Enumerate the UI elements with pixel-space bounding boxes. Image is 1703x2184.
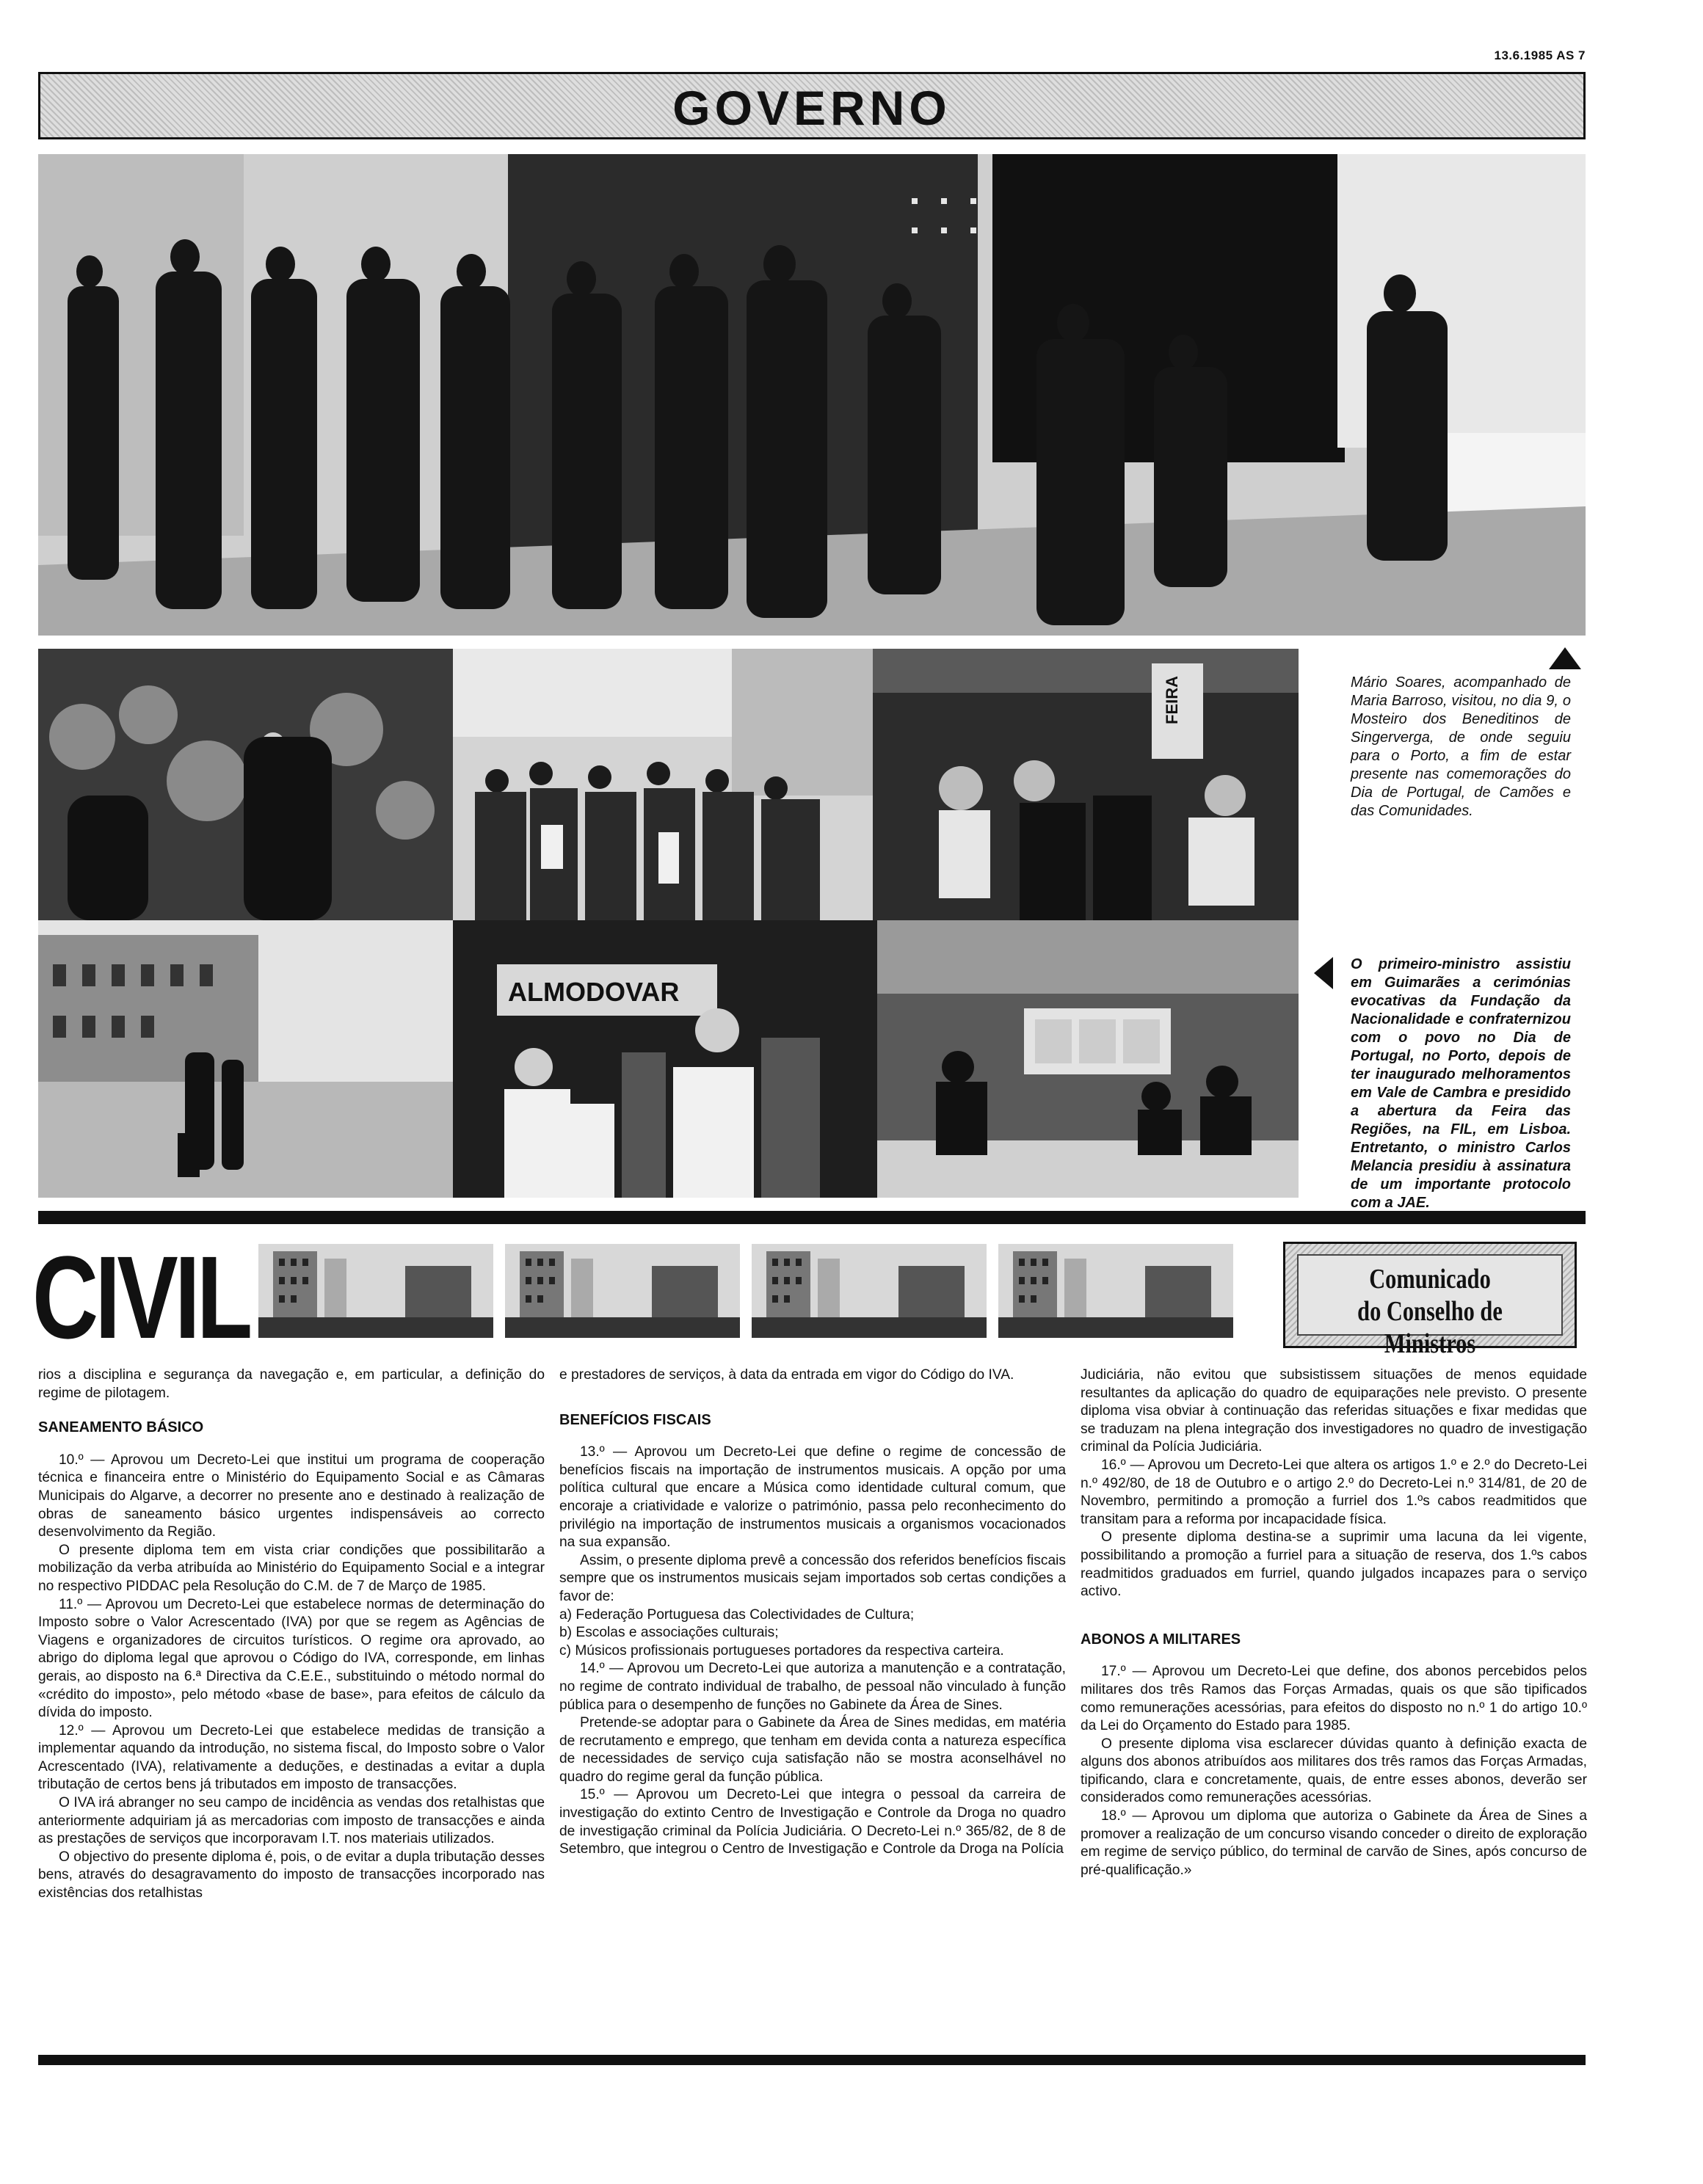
- paragraph: 11.º — Aprovou um Decreto-Lei que estabelece normas de determinação do Imposto sobre o Valor Acrescentado (IVA) por que se regem as Agências de Viagens e organizadores de circuitos turísticos. O regime ora aprovado, ao abrigo do diploma legal que aprovou o Código do IVA, corresponde, em linhas gerais, ao disposto na 6.ª Directiva da C.E.E., substituindo o método normal do «crédito do imposto», pelo método «base de base», para efeitos de cálculo da dívida do imposto.: [38, 1596, 545, 1721]
- subheading-beneficios: BENEFÍCIOS FISCAIS: [559, 1411, 711, 1428]
- photo-crowd-flowers: [38, 649, 453, 920]
- paragraph: Judiciária, não evitou que subsistissem situações de menos equidade resultantes da aplicação do quadro de equiparações nele previsto. O presente diploma visa obviar à continuação das referidas situações e fixar medidas que se traduzam na plena integração dos investigadores no quadro de investigação criminal da Polícia Judiciária.: [1081, 1367, 1587, 1455]
- caption-pointer-left-icon: [1314, 957, 1333, 989]
- sign-feira: FEIRA: [1163, 676, 1181, 724]
- photo-street-crowd: [453, 649, 873, 920]
- paragraph: 10.º — Aprovou um Decreto-Lei que institui um programa de cooperação técnica e financeira entre o Ministério do Equipamento Social e as Câmaras Municipais do Algarve, a decorrer no presente ano e destinado à realização de obras de saneamento básico urgentes indispensáveis ao correcto desenvolvimento da Região.: [38, 1452, 545, 1540]
- section-divider: [38, 1211, 1586, 1224]
- subheading-saneamento: SANEAMENTO BÁSICO: [38, 1419, 204, 1436]
- text-column-3: [1081, 1366, 1587, 1879]
- bottom-divider: [38, 2055, 1586, 2065]
- text-column-2: [559, 1366, 1066, 1859]
- paragraph: 13.º — Aprovou um Decreto-Lei que define o regime de concessão de benefícios fiscais na importação de instrumentos musicais. A opção por uma política cultural que encare a Música como identidade cultural comum, que encoraje a criatividade e valorize o património, passa pelo reconhecimento do privilégio na importação de instrumentos musicais a organismos vocacionados na sua expansão.: [559, 1444, 1066, 1551]
- paragraph: 16.º — Aprovou um Decreto-Lei que altera os artigos 1.º e 2.º do Decreto-Lei n.º 492/80, de 18 de Outubro e o artigo 2.º do Decreto-Lei n.º 314/81, de 20 de Novembro, permitindo a promoção a furriel dos 1.ºs cabos readmitidos que transitam para a reforma por incapacidade física.: [1081, 1457, 1587, 1527]
- thumb-buildings-4: [998, 1244, 1233, 1338]
- paragraph: O IVA irá abranger no seu campo de incidência as vendas dos retalhistas que anteriormente adquiriam já as mercadorias com imposto de transacções e ainda as prestações de serviços que incorporavam I.T. nos materiais utilizados.: [38, 1795, 545, 1847]
- text-column-1: [38, 1366, 545, 1903]
- paragraph: rios a disciplina e segurança da navegação e, em particular, a definição do regime de pilotagem.: [38, 1367, 545, 1401]
- paragraph: 15.º — Aprovou um Decreto-Lei que integra o pessoal da carreira de investigação do extinto Centro de Investigação e Controle da Droga no quadro de investigação criminal da Polícia Judiciária. O Decreto-Lei n.º 365/82, de 8 de Setembro, que integrou o Centro de Investigação e Controle da Droga na Polícia: [559, 1787, 1066, 1857]
- caption-primeiro-ministro: O primeiro-ministro assistiu em Guimarães a cerimónias evocativas da Fundação da Nacionalidade e confraternizou com o povo no Dia de Portugal, no Porto, depois de ter inaugurado melhoramentos em Vale de Cambra e presidido a abertura da Feira das Regiões, na FIL, em Lisboa. Entretanto, o ministro Carlos Melancia presidiu à assinatura de um importante protocolo com a JAE.: [1351, 956, 1571, 1211]
- paragraph: e prestadores de serviços, à data da entrada em vigor do Código do IVA.: [559, 1367, 1014, 1383]
- paragraph: O presente diploma visa esclarecer dúvidas quanto à definição exacta de alguns dos abonos atribuídos aos militares dos três ramos das Forças Armadas, tipificando, clara e concretamente, quais, de entre esses abonos, deverão ser considerados como remunerações acessórias.: [1081, 1736, 1587, 1806]
- section-title: GOVERNO: [672, 81, 951, 135]
- paragraph: O presente diploma tem em vista criar condições que possibilitarão a mobilização da verba atribuída ao Ministério do Equipamento Social e a integrar no respectivo PIDDAC pela Resolução do C.M. de 7 de Março de 1985.: [38, 1542, 545, 1594]
- thumb-buildings-1: [258, 1244, 493, 1338]
- comunicado-line2: do Conselho de Ministros: [1357, 1296, 1503, 1359]
- comunicado-badge: [1283, 1242, 1577, 1359]
- paragraph: 17.º — Aprovou um Decreto-Lei que define, dos abonos percebidos pelos militares dos três Ramos das Forças Armadas, quais os que são tipificados como remunerações acessórias, para efeitos do disposto no n.º 1 do artigo 10.º da Lei do Orçamento do Estado para 1985.: [1081, 1664, 1587, 1734]
- list-item: c) Músicos profissionais portugueses portadores da respectiva carteira.: [559, 1642, 1004, 1659]
- photo-folk-dancers: [873, 649, 1299, 920]
- dateline: 13.6.1985 AS 7: [1494, 48, 1586, 62]
- sign-almodovar: ALMODOVAR: [508, 977, 680, 1007]
- section-banner: [38, 72, 1586, 139]
- paragraph: O presente diploma destina-se a suprimir uma lacuna da lei vigente, possibilitando a promoção a furriel para a situação de reserva, dos 1.ºs cabos readmitidos graduados em furriel, quando julgados incapazes para o serviço activo.: [1081, 1529, 1587, 1600]
- caption-pointer-up-icon: [1549, 647, 1581, 669]
- list-item: b) Escolas e associações culturais;: [559, 1625, 779, 1641]
- paragraph: O objectivo do presente diploma é, pois, o de evitar a dupla tributação desses bens, através do desagravamento do imposto de transacções incorporado nas existências dos retalhistas: [38, 1849, 545, 1901]
- photo-signing-ceremony: [877, 920, 1299, 1198]
- thumb-buildings-3: [752, 1244, 987, 1338]
- paragraph: Assim, o presente diploma prevê a concessão dos referidos benefícios fiscais sempre que os instrumentos musicais sejam importados sob certas condições a favor de:: [559, 1552, 1066, 1604]
- photo-guimaraes-palace: [38, 920, 453, 1198]
- paragraph: 14.º — Aprovou um Decreto-Lei que autoriza a manutenção e a contratação, no regime de contrato individual de trabalho, de pessoal não vinculado à função pública para o desempenho de funções no Gabinete da Área de Sines.: [559, 1661, 1066, 1713]
- paragraph: Pretende-se adoptar para o Gabinete da Área de Sines medidas, em matéria de recrutamento e emprego, que tenham em devida conta a natureza específica de necessidades de serviço cuja satisfação não se mostra aconselhável no quadro do regime geral da função pública.: [559, 1715, 1066, 1785]
- list-item: a) Federação Portuguesa das Colectividades de Cultura;: [559, 1606, 915, 1623]
- civil-title: CIVIL: [32, 1231, 250, 1363]
- photo-fair-stand: [453, 920, 877, 1198]
- paragraph: 12.º — Aprovou um Decreto-Lei que estabelece medidas de transição a implementar aquando da introdução, no sistema fiscal, do Imposto sobre o Valor Acrescentado (IVA), relativamente a deduções, e destinadas a evitar a dupla tributação de certos bens já tributados em imposto de transacções.: [38, 1722, 545, 1793]
- comunicado-line1: Comunicado: [1369, 1264, 1491, 1295]
- thumb-buildings-2: [505, 1244, 740, 1338]
- subheading-abonos: ABONOS A MILITARES: [1081, 1631, 1241, 1648]
- caption-soares: Mário Soares, acompanhado de Maria Barroso, visitou, no dia 9, o Mosteiro dos Beneditinos de Singerverga, de onde seguiu para o Porto, a fim de estar presente nas comemorações do Dia de Portugal, de Camões e das Comunidades.: [1351, 674, 1571, 819]
- photo-monastery-visit: [38, 154, 1586, 636]
- paragraph: 18.º — Aprovou um diploma que autoriza o Gabinete da Área de Sines a promover a realização de um concurso visando conceder o direito de exploração em regime de serviço público, do terminal de carvão de Sines, após concurso de pré-qualificação.»: [1081, 1808, 1587, 1878]
